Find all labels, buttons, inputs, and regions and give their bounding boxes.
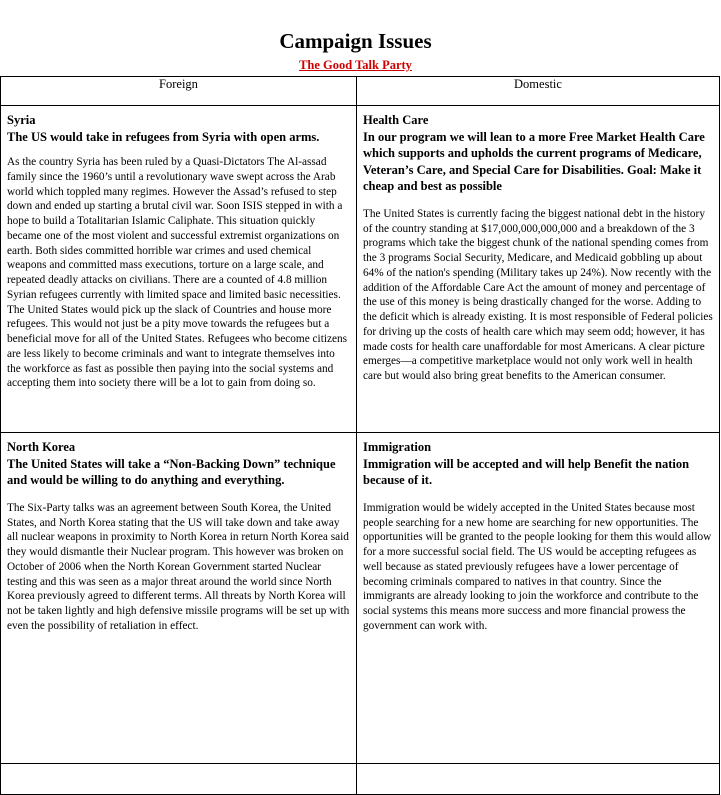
empty-cell: [357, 764, 720, 795]
issue-headline: In our program we will lean to a more Free Market Health Care which supports and upholds the current programs of Medicare, Veteran’s Care, and Special Care for Disabilities. Goal: Make it cheap and best as possible: [363, 129, 705, 194]
issue-headline: The United States will take a “Non-Backing Down” technique and would be willing to do anything and everything.: [7, 456, 336, 488]
table-header-row: [1, 77, 720, 106]
issue-headline: The US would take in refugees from Syria with open arms.: [7, 129, 320, 144]
issue-title: Syria: [7, 113, 36, 127]
issue-cell-syria: [1, 106, 357, 433]
issue-title: Immigration: [363, 440, 432, 454]
empty-cell: [1, 764, 357, 795]
issue-body: Immigration would be widely accepted in the United States because most people searching for a new home are searching for new opportunities. The opportunities will be granted to the people looking for them this would allow for a more successful social field. The US would be accepting refugees as well because as stated previously refugees have a lower percentage of becoming criminals compared to natives in that country. Since the immigrants are already looking to join the workforce and contribute to the social systems this means more success and more financial prowess the government can work with.: [363, 501, 712, 632]
issue-cell-north-korea: [1, 433, 357, 764]
issue-title: North Korea: [7, 440, 76, 454]
column-header-domestic: Domestic: [357, 77, 720, 106]
table-row-empty: [1, 764, 720, 795]
issue-cell-immigration: [357, 433, 720, 764]
table-row: [1, 433, 720, 764]
issue-body: As the country Syria has been ruled by a Quasi-Dictators The Al-assad family since the 1960’s until a revolutionary wave swept across the Arab world which toppled many regimes. However the Assad’s refused to step down and ended up starting a brutal civil war. Soon ISIS stepped in with a hope to build a Totalitarian Islamic Caliphate. This situation quickly became one of the most violent and successful extremist organizations on earth. Both sides committed horrible war crimes and used chemical weapons and committed mass executions, torture on a large scale, and repeated deadly attacks on civilians. There are a counted of 4.8 million Syrian refugees currently with limited space and limited basic necessities. The United States would pick up the slack of Countries and house more refugees. This would not just be a pity move towards the refugees but a beneficial move for all of the United States. Refugees who become citizens are less likely to become criminals and want to integrate themselves into the workforce as fast as possible then paying into the social systems and accepting them into society there will be a lot to gain from doing so.: [7, 156, 348, 390]
issue-cell-health-care: [357, 106, 720, 433]
document-title: Campaign Issues: [279, 29, 432, 53]
table-row: [1, 106, 720, 433]
column-header-foreign: Foreign: [1, 77, 357, 106]
issue-body: The Six-Party talks was an agreement between South Korea, the United States, and North Korea stating that the US will take down and take away all nuclear weapons in proximity to North Korea in return North Korea said they would dismantle their Nuclear program. This however was broken on October of 2006 when the North Korean Government started Nuclear testing and this was seen as a major threat around the world since North Korea previously agreed to different terms. All threats by North Korea will not be taken lightly and high defensive missile programs will be set up with even the possibility of retaliation in effect.: [7, 501, 350, 632]
issue-body: The United States is currently facing the biggest national debt in the history of the country standing at $17,000,000,000,000 and a breakdown of the 3 programs which take the biggest chunk of the national spending comes from the 3 programs Social Security, Medicare, and Medicaid gobbling up about 64% of the nation's spending (Military takes up 24%). Now recently with the addition of the Affordable Care Act the amount of money and percentage of the use of this money is being drastically changed for the worse. Adding to the deficit which is already existing. It is most responsible of Federal policies for driving up the costs of health care which may seem odd; however, it has made costs for health care unaffordable for most Americans. A clear picture emerges—a competitive marketplace would not only work well in health care but would also bring great benefits to the American consumer.: [363, 207, 713, 383]
issue-title: Health Care: [363, 113, 429, 127]
document-subtitle: The Good Talk Party: [299, 58, 412, 72]
issues-table: [0, 76, 720, 795]
issue-headline: Immigration will be accepted and will help Benefit the nation because of it.: [363, 456, 690, 488]
